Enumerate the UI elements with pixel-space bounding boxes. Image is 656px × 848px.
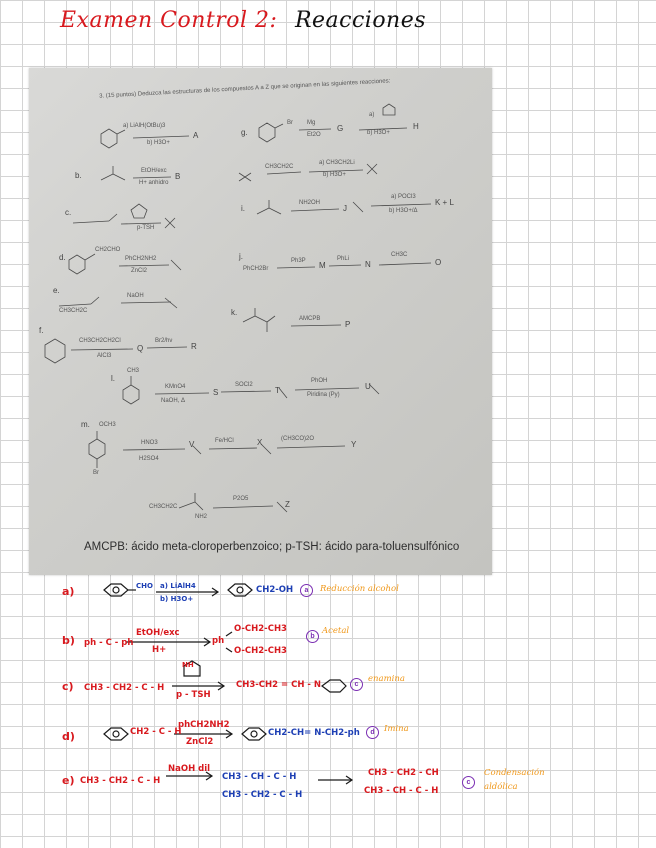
answer-letter-c: c) [62,680,74,693]
answer-c-reagent-top: NH [182,661,194,669]
answer-e-product-bottom: CH3 - CH - C - H [364,786,439,796]
product-kl: K + L [435,198,454,207]
answer-e-product-top: CH3 - CH2 - CH [368,768,439,778]
label-d: d. [59,253,66,262]
answer-b-ph: ph [212,636,225,646]
reagent-b: EtOH/exc [141,168,167,174]
cond-l: NaOH, Δ [161,398,186,404]
reagent-j1: Ph3P [291,258,306,264]
reagent-f2: Br2/hν [155,338,173,344]
answer-e-left: CH3 - CH2 - C - H [80,776,161,786]
reagent-h1: a) CH3CH2Li [319,160,355,166]
sub-m2: Br [93,470,99,476]
answer-c-left: CH3 - CH2 - C - H [84,683,165,693]
answer-b-left: ph - C - ph [84,638,134,648]
answer-c-mark: c [350,678,363,691]
sub-j: PhCH2Br [243,266,269,272]
answer-c-reagent-bottom: p - TSH [176,690,211,700]
reagent-a1: a) LiAlH(OtBu)3 [123,123,166,129]
answer-letter-a: a) [62,585,75,598]
label-k: k. [231,308,238,317]
reagent-l1: KMnO4 [165,384,186,390]
answer-c-note: enamina [368,674,405,684]
reagent-l2: SOCl2 [235,382,253,388]
cond-b: H+ anhidro [139,180,169,186]
label-f: f. [39,326,44,335]
label-g: g. [241,128,248,137]
answer-e-mid-top: CH3 - CH - C - H [222,772,297,782]
reagent-c: p-TSH [137,225,155,231]
answer-b-reagent-top: EtOH/exc [136,628,180,638]
title-part1: Examen Control 2 [60,8,270,33]
reagent-g2: Mg [307,120,316,126]
reagent-i1: NH2OH [299,200,321,206]
answer-b-product-bottom: O-CH2-CH3 [234,646,287,656]
product-y: Y [351,440,357,449]
reagent-g1: Br [287,120,293,126]
answer-e-mid-bottom: CH3 - CH2 - C - H [222,790,303,800]
product-r: R [191,342,197,351]
label-i: i. [241,204,245,213]
cond-d: ZnCl2 [131,268,148,274]
answer-a-reagent-top: a) LiAlH4 [160,582,196,590]
reagent-a2: b) H3O+ [147,140,170,146]
answer-a-left: CHO [136,582,153,590]
reagent-i3: b) H3O+/Δ [389,208,418,214]
title-separator: : [269,8,278,33]
product-z: Z [285,500,290,509]
reagent-g4: b) H3O+ [367,130,390,136]
product-g: G [337,124,344,133]
answer-d-left: CH2 - C - H [130,727,182,737]
reagent-m1: HNO3 [141,440,158,446]
cond-m: H2SO4 [139,456,159,462]
product-v: V [189,440,195,449]
sub-n: CH3CH2C [149,504,178,510]
product-u: U [365,382,371,391]
page-title [60,8,426,40]
answer-d-note: Imina [384,724,409,734]
answer-d-reagent-top: phCH2NH2 [178,720,230,730]
answer-a-note: Reducción alcohol [320,584,399,594]
exam-structures [29,68,492,575]
label-b: b. [75,171,82,180]
label-e: e. [53,286,60,295]
answer-a-reagent-bottom: b) H3O+ [160,595,194,603]
reagent-g3: a) [369,112,375,118]
answer-letter-b: b) [62,634,75,647]
reagent-k: AMCPB [299,316,321,322]
product-p: P [345,320,351,329]
reagent-j3: CH3C [391,252,408,258]
answer-d-mark: d [366,726,379,739]
answer-letter-d: d) [62,730,75,743]
product-t: T [275,386,280,395]
cond-g: Et2O [307,132,321,138]
answer-d-reagent-bottom: ZnCl2 [186,737,214,747]
answer-b-reagent-bottom: H+ [152,645,167,655]
label-c: c. [65,208,72,217]
product-h: H [413,122,419,131]
reagent-m3: (CH3CO)2O [281,436,315,442]
answer-b-mark: b [306,630,319,643]
product-m: M [319,261,326,270]
product-o: O [435,258,442,267]
exam-footer: AMCPB: ácido meta-cloroperbenzoico; p-TSH: ácido para-toluensulfónico [84,541,460,553]
product-a: A [193,131,199,140]
reagent-m2: Fe/HCl [215,438,234,444]
sub-n2: NH2 [195,514,208,520]
exam-photo [29,68,492,575]
title-part2: Reacciones [294,8,427,33]
answer-letter-e: e) [62,774,75,787]
sub-l: CH3 [127,368,140,374]
cond-f: AlCl3 [97,353,112,359]
answer-e-mark: c [462,776,475,789]
reagent-l3: PhOH [311,378,328,384]
answer-e-reagent-top: NaOH dil [168,764,211,774]
sub-m1: OCH3 [99,422,116,428]
sub-d: CH2CHO [95,247,121,253]
product-b: B [175,172,181,181]
sub-e: CH3CH2C [59,308,88,314]
product-x: X [257,438,263,447]
exam-sheet [29,68,492,575]
reagent-n: P2O5 [233,496,249,502]
answer-c-product: CH3-CH2 = CH - N [236,680,322,690]
answer-a-mark: a [300,584,313,597]
answer-e-note: Condensación aldólica [484,768,545,792]
reagent-f: CH3CH2CH2Cl [79,338,121,344]
reagent-d: PhCH2NH2 [125,256,157,262]
product-j: J [343,204,347,213]
answer-d-product: CH2-CH= N-CH2-ph [268,728,360,738]
reagent-i2: a) POCl3 [391,194,416,200]
reagent-e: NaOH [127,293,144,299]
sub-h: CH3CH2C [265,164,294,170]
reagent-h2: b) H3O+ [323,172,346,178]
answer-b-product-top: O-CH2-CH3 [234,624,287,634]
reagent-j2: PhLi [337,256,350,262]
product-n: N [365,260,371,269]
label-l: l. [111,374,115,383]
label-m: m. [81,420,90,429]
exam-header: 3. (15 puntos) Deduzca las estructuras de los compuestos A a Z que se originan en las siguientes reacciones: [99,78,391,100]
product-q: Q [137,344,144,353]
cond-l3: Piridina (Py) [307,392,340,398]
product-s: S [213,388,219,397]
answer-a-product: CH2-OH [256,585,294,595]
label-j: j. [239,252,243,261]
answer-b-note: Acetal [322,626,350,636]
